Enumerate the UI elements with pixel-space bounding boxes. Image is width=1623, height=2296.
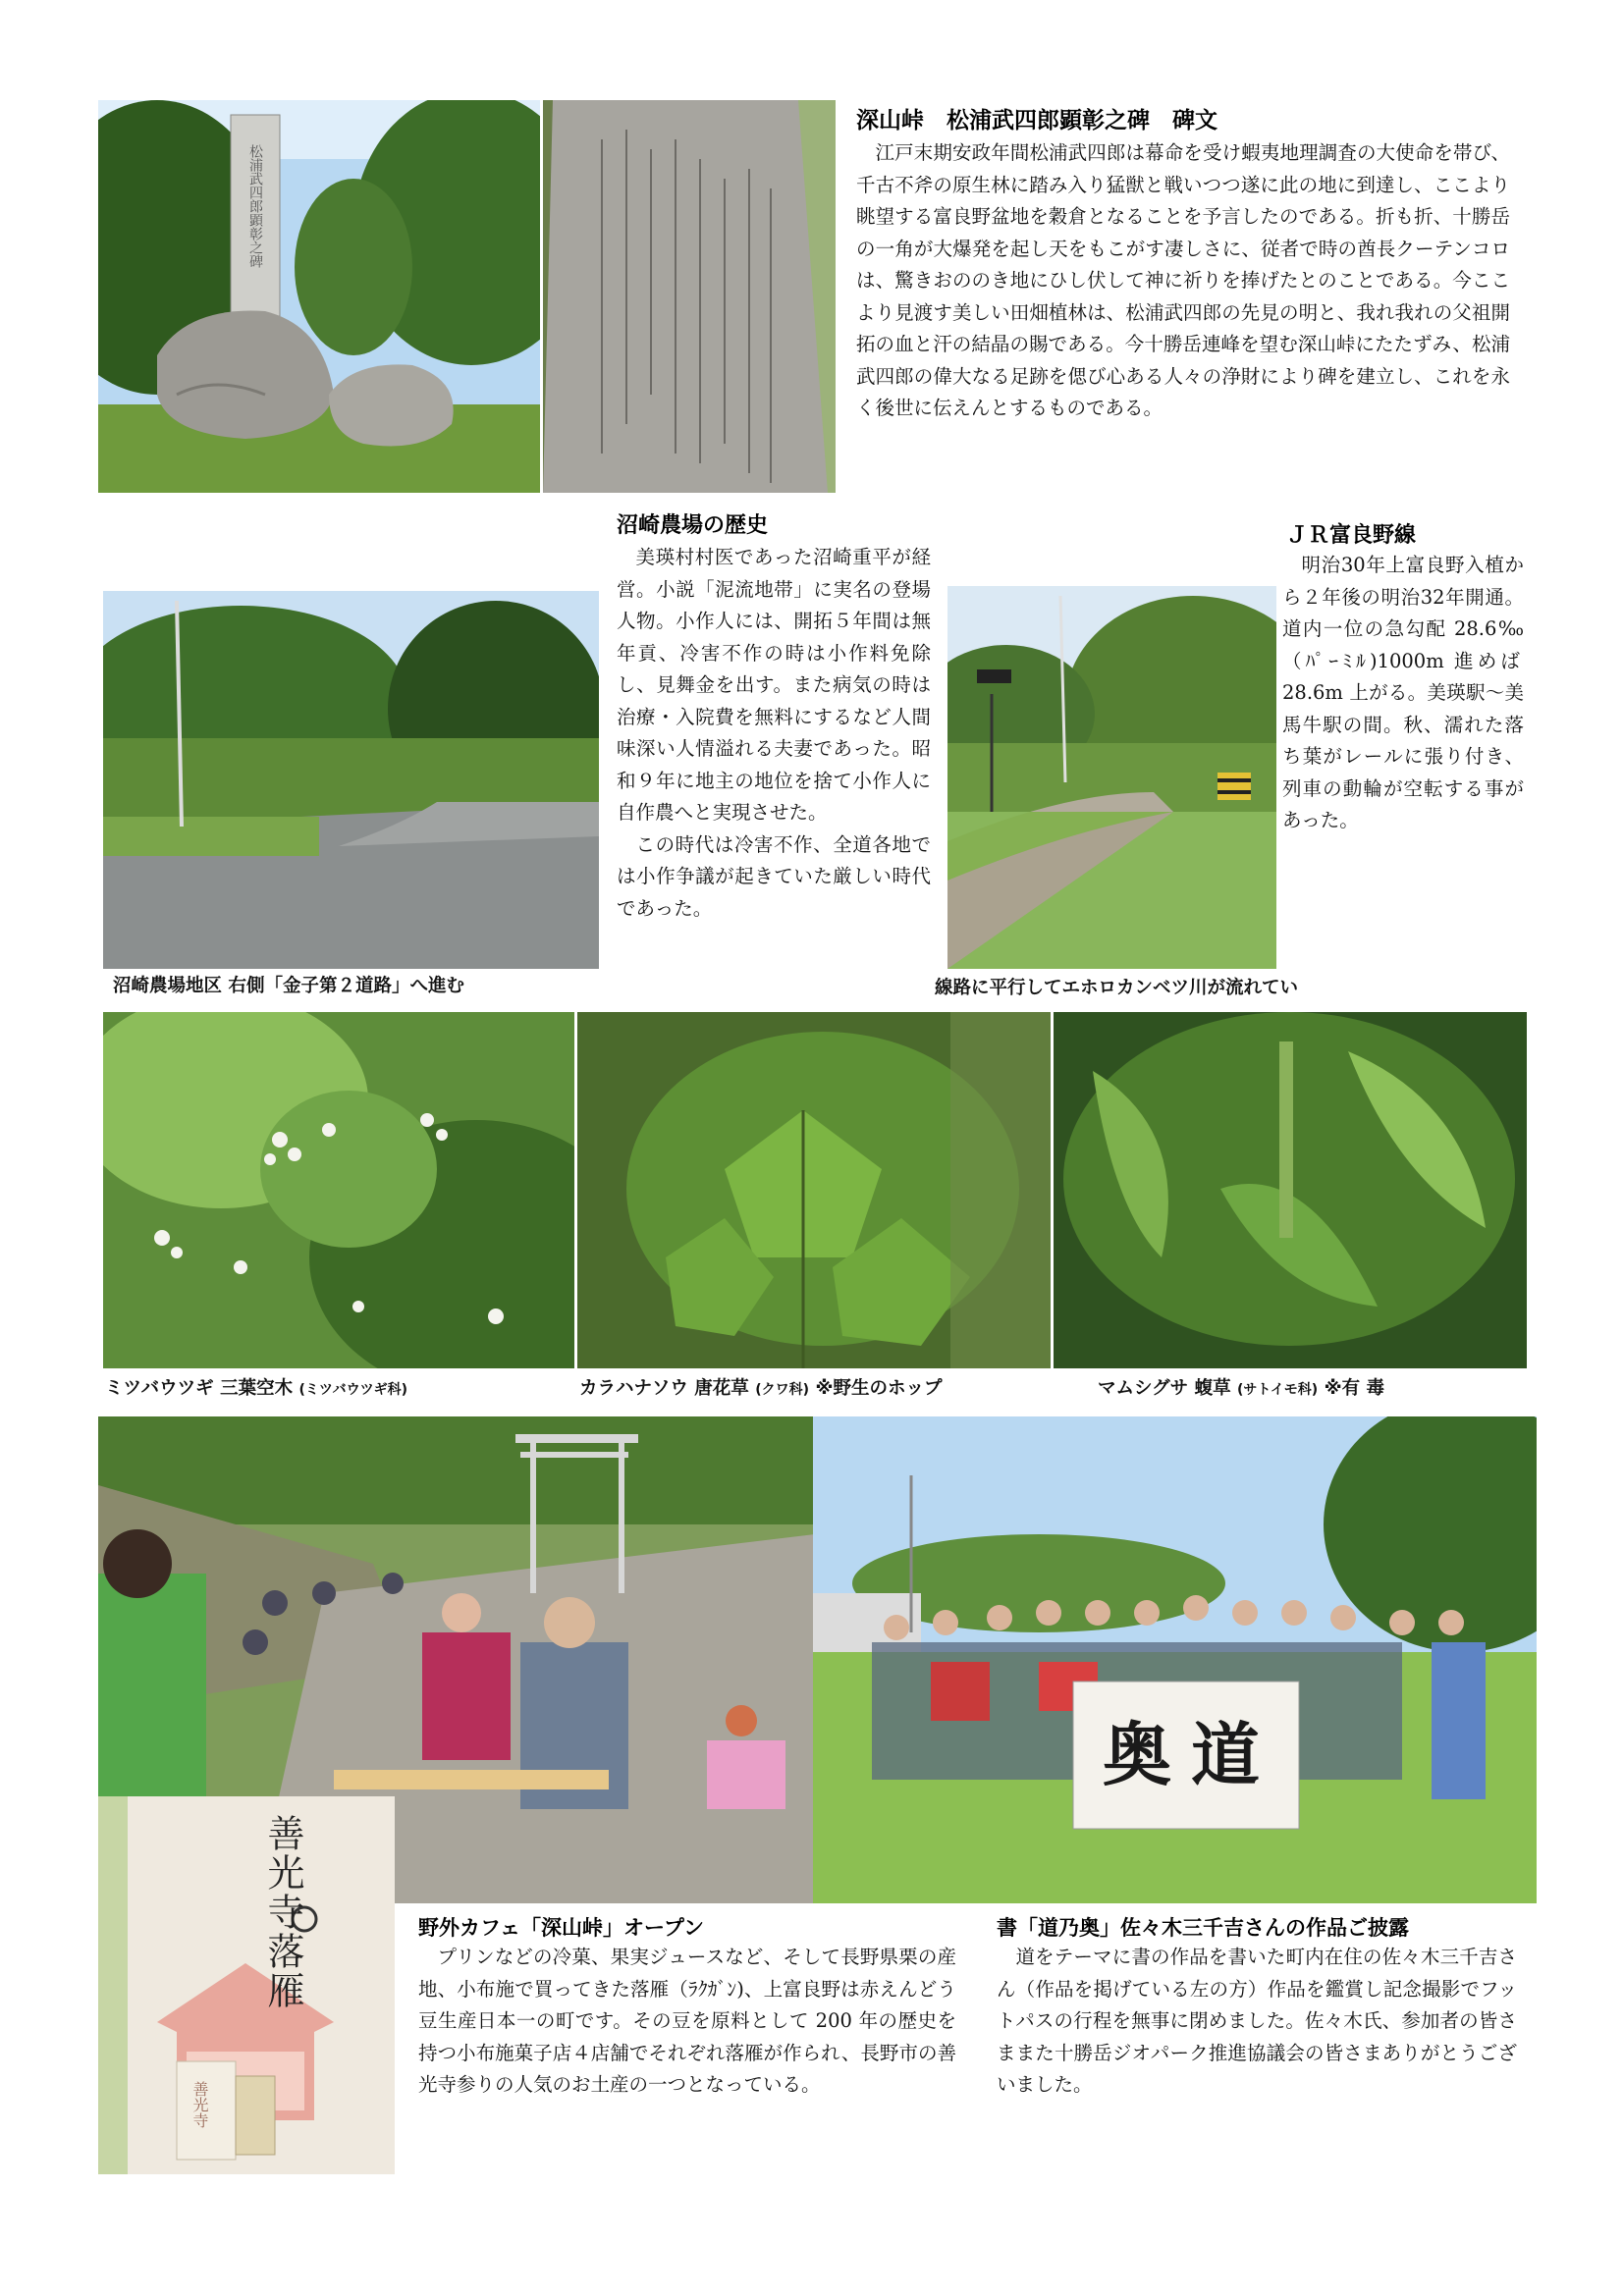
group-photo [813, 1416, 1537, 1903]
farm-road-photo [103, 591, 599, 969]
farm-photo-caption: 沼崎農場地区 右側「金子第２道路」へ進む [113, 976, 464, 996]
calligraphy-banner-text: 奥道 [1103, 1714, 1279, 1795]
plant-1-name: ミツバウツギ 三葉空木 [105, 1378, 294, 1399]
stone-inscription: 松浦武四郎顕彰之碑 [247, 144, 263, 268]
plant-caption-3 [1098, 1374, 1384, 1400]
plant-1-family: (ミツバウツギ科) [298, 1382, 408, 1398]
plant-3-family: (サトイモ科) [1237, 1382, 1319, 1398]
plant-3-note: ※有 毒 [1324, 1378, 1385, 1399]
candy-label: 善光寺 [190, 2081, 209, 2128]
farm-heading: 沼崎農場の歴史 [617, 513, 769, 538]
cafe-text: プリンなどの冷菓、果実ジュースなど、そして長野県栗の産地、小布施で買ってきた落雁（ﾗｸｶﾞﾝ)、上富良野は赤えんどう豆生産日本一の町です。その豆を原料として 200 年の歴史を持つ小布施菓子店４店舗でそれぞれ落雁が作られ、長野市の善光寺参りの人気のお土産の一つとなっている。 [418, 1946, 956, 2096]
rakugan-package-photo [98, 1796, 395, 2174]
monument-text: 江戸末期安政年間松浦武四郎は幕命を受け蝦夷地理調査の大使命を帯び、千古不斧の原生林に踏み入り猛獣と戦いつつ遂に此の地に到達し、ここより眺望する富良野盆地を穀倉となることを予言したのである。折も折、十勝岳の一角が大爆発を起し天をもこがす凄しさに、従者で時の酋長クーテンコロは、驚きおののき地にひし伏して神に祈りを捧げたとのことである。今ここより見渡す美しい田畑植林は、松浦武四郎の先見の明と、我れ我れの父祖開拓の血と汗の結晶の賜である。今十勝岳連峰を望む深山峠にたたずみ、松浦武四郎の偉大なる足跡を偲び心ある人々の浄財により碑を建立し、これを永く後世に伝えんとするものである。 [856, 141, 1510, 419]
cafe-heading: 野外カフェ「深山峠」オープン [418, 1916, 705, 1940]
package-title: 善光寺落雁 [261, 1814, 304, 2010]
railway-heading: ＪＲ富良野線 [1286, 523, 1417, 548]
farm-text [617, 542, 931, 925]
monument-photo [98, 100, 540, 493]
karahanasou-photo [577, 1012, 1051, 1368]
mamushigusa-photo [1054, 1012, 1527, 1368]
calligraphy-text: 道をテーマに書の作品を書いた町内在住の佐々木三千吉さん（作品を掲げている左の方）作品を鑑賞し記念撮影でフットパスの行程を無事に閉めました。佐々木氏、参加者の皆さままた十勝岳ジオパーク推進協議会の皆さまありがとうございました。 [997, 1946, 1517, 2096]
plant-3-name: マムシグサ 蝮草 [1098, 1378, 1231, 1399]
plant-2-name: カラハナソウ 唐花草 [579, 1378, 749, 1399]
plant-2-family: (クワ科) [755, 1382, 810, 1398]
plant-2-note: ※野生のホップ [815, 1378, 943, 1399]
calligraphy-heading: 書「道乃奥」佐々木三千吉さんの作品ご披露 [997, 1916, 1409, 1940]
railway-text: 明治30年上富良野入植から２年後の明治32年開通。道内一位の急勾配 28.6‰（ﾊﾟｰﾐﾙ)1000m 進めば 28.6m 上がる。美瑛駅～美馬牛駅の間。秋、濡れた落ち葉がレールに張り付き、列車の動輪が空転する事があった。 [1282, 554, 1524, 831]
monument-heading: 深山峠 松浦武四郎顕彰之碑 碑文 [856, 108, 1217, 133]
inscription-stone-photo [543, 100, 836, 493]
railway-photo-caption: 線路に平行してエホロカンベツ川が流れてい [935, 978, 1299, 998]
plant-caption-2 [579, 1374, 942, 1400]
railway-crossing-photo [947, 586, 1276, 969]
plant-caption-1 [105, 1374, 407, 1400]
farm-paragraph-1: 美瑛村村医であった沼崎重平が経営。小説「泥流地帯」に実名の登場人物。小作人には、開拓５年間は無年貢、冷害不作の時は小作料免除し、見舞金を出す。また病気の時は治療・入院費を無料にするなど人間味深い人情溢れる夫妻であった。昭和９年に地主の地位を捨て小作人に自作農へと実現させた。 [617, 546, 931, 824]
mitsubautsugi-photo [103, 1012, 574, 1368]
farm-paragraph-2: この時代は冷害不作、全道各地では小作争議が起きていた厳しい時代であった。 [617, 832, 931, 920]
